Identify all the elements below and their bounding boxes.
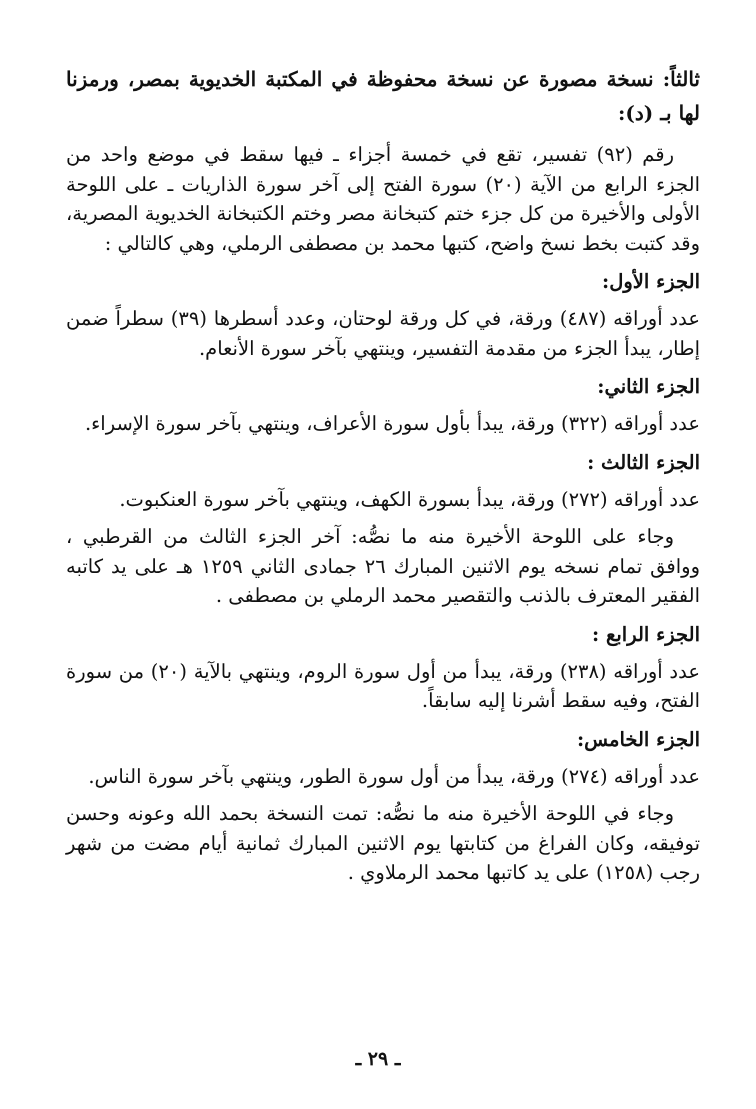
part-2-text: عدد أوراقه (٣٢٢) ورقة، يبدأ بأول سورة الأعراف، وينتهي بآخر سورة الإسراء. [84, 412, 700, 435]
part-5-title: الجزء الخامس: [576, 727, 700, 751]
intro-heading [66, 62, 700, 130]
intro-text: نسخة مصورة عن نسخة محفوظة في المكتبة الخديوية بمصر، ورمزنا لها بـ (د): [66, 67, 700, 125]
part-4-text: عدد أوراقه (٢٣٨) ورقة، يبدأ من أول سورة الروم، وينتهي بالآية (٢٠) من سورة الفتح، وفيه سقط أشرنا إليه سابقاً. [66, 659, 700, 712]
part-5-text: عدد أوراقه (٢٧٤) ورقة، يبدأ من أول سورة الطور، وينتهي بآخر سورة الناس. [88, 764, 700, 788]
manuscript-description: رقم (٩٢) تفسير، تقع في خمسة أجزاء ـ فيها سقط في موضع واحد من الجزء الرابع من الآية (٢٠) سورة الفتح إلى آخر سورة الذاريات ـ على اللوحة الأولى والأخيرة من كل جزء ختم كتبخانة مصر وختم الكتبخانة الخديوية المصرية، وقد كتبت بخط نسخ واضح، كتبها محمد بن مصطفى الرملي، وهي كالتالي : [66, 143, 700, 255]
part-1-text: عدد أوراقه (٤٨٧) ورقة، في كل ورقة لوحتان، وعدد أسطرها (٣٩) سطراً ضمن إطار، يبدأ الجزء من مقدمة التفسير، وينتهي بآخر سورة الأنعام. [66, 307, 700, 360]
part-4-title: الجزء الرابع : [592, 622, 700, 646]
part-3-text: عدد أوراقه (٢٧٢) ورقة، يبدأ بسورة الكهف، وينتهي بآخر سورة العنكبوت. [119, 487, 700, 511]
document-page [66, 62, 700, 896]
part-3-title: الجزء الثالث : [587, 450, 700, 474]
part-1-title: الجزء الأول: [602, 270, 700, 293]
intro-label: ثالثاً: [662, 67, 700, 91]
page-number: ـ ٢٩ ـ [355, 1048, 401, 1070]
part-2-title: الجزء الثاني: [597, 375, 700, 398]
part-5-note: وجاء في اللوحة الأخيرة منه ما نصُّه: تمت النسخة بحمد الله وعونه وحسن توفيقه، وكان الفراغ من كتابتها يوم الاثنين المبارك ثمانية أيام مضت من شهر رجب (١٢٥٨) على يد كاتبها محمد الرملاوي . [66, 802, 700, 884]
part-3-note: وجاء على اللوحة الأخيرة منه ما نصُّه: آخر الجزء الثالث من القرطبي ، ووافق تمام نسخه يوم الاثنين المبارك ٢٦ جمادى الثاني ١٢٥٩ هـ على يد كاتبه الفقير المعترف بالذنب والتقصير محمد الرملي بن مصطفى . [66, 525, 700, 607]
